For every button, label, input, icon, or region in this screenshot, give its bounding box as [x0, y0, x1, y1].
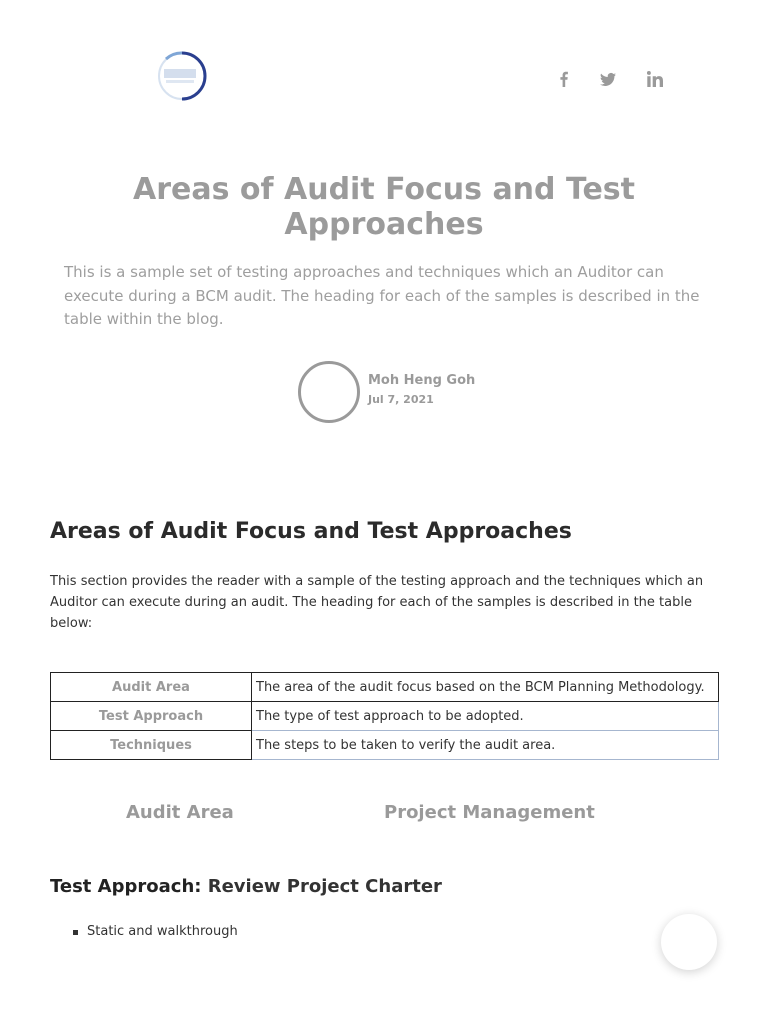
test-approach-label: Test Approach:	[50, 876, 202, 897]
table-term: Techniques	[51, 731, 252, 760]
table-row	[51, 702, 719, 731]
post-date: Jul 7, 2021	[368, 393, 434, 406]
list-item: Static and walkthrough	[70, 922, 238, 942]
linkedin-icon[interactable]	[645, 69, 665, 89]
audit-area-label: Audit Area	[126, 802, 234, 823]
table-definition: The area of the audit focus based on the BCM Planning Methodology.	[252, 673, 719, 702]
facebook-icon[interactable]	[554, 69, 574, 89]
section-heading: Areas of Audit Focus and Test Approaches	[50, 519, 572, 544]
site-header	[0, 0, 768, 150]
test-approach-value: Review Project Charter	[207, 876, 442, 897]
table-term: Test Approach	[51, 702, 252, 731]
table-definition: The steps to be taken to verify the audit area.	[252, 731, 719, 760]
section-intro: This section provides the reader with a sample of the testing approach and the techniques which an Auditor can execute during an audit. The heading for each of the samples is described in the table below:	[50, 574, 704, 631]
post-title: Areas of Audit Focus and Test Approaches	[132, 172, 635, 242]
table-row	[51, 731, 719, 760]
definitions-table	[50, 672, 719, 760]
audit-area-value: Project Management	[384, 802, 595, 823]
floating-action-button[interactable]	[661, 914, 717, 970]
table-row	[51, 673, 719, 702]
table-term: Audit Area	[51, 673, 252, 702]
twitter-icon[interactable]	[598, 69, 618, 89]
test-approach-heading	[50, 876, 442, 897]
technique-list	[70, 922, 238, 942]
post-description: This is a sample set of testing approaches and techniques which an Auditor can execute during a BCM audit. The heading for each of the samples is described in the table within the blog.	[64, 263, 700, 328]
bcm-logo-icon[interactable]	[156, 50, 208, 102]
author-avatar[interactable]	[298, 361, 360, 423]
author-name[interactable]: Moh Heng Goh	[368, 373, 476, 388]
table-definition: The type of test approach to be adopted.	[252, 702, 719, 731]
